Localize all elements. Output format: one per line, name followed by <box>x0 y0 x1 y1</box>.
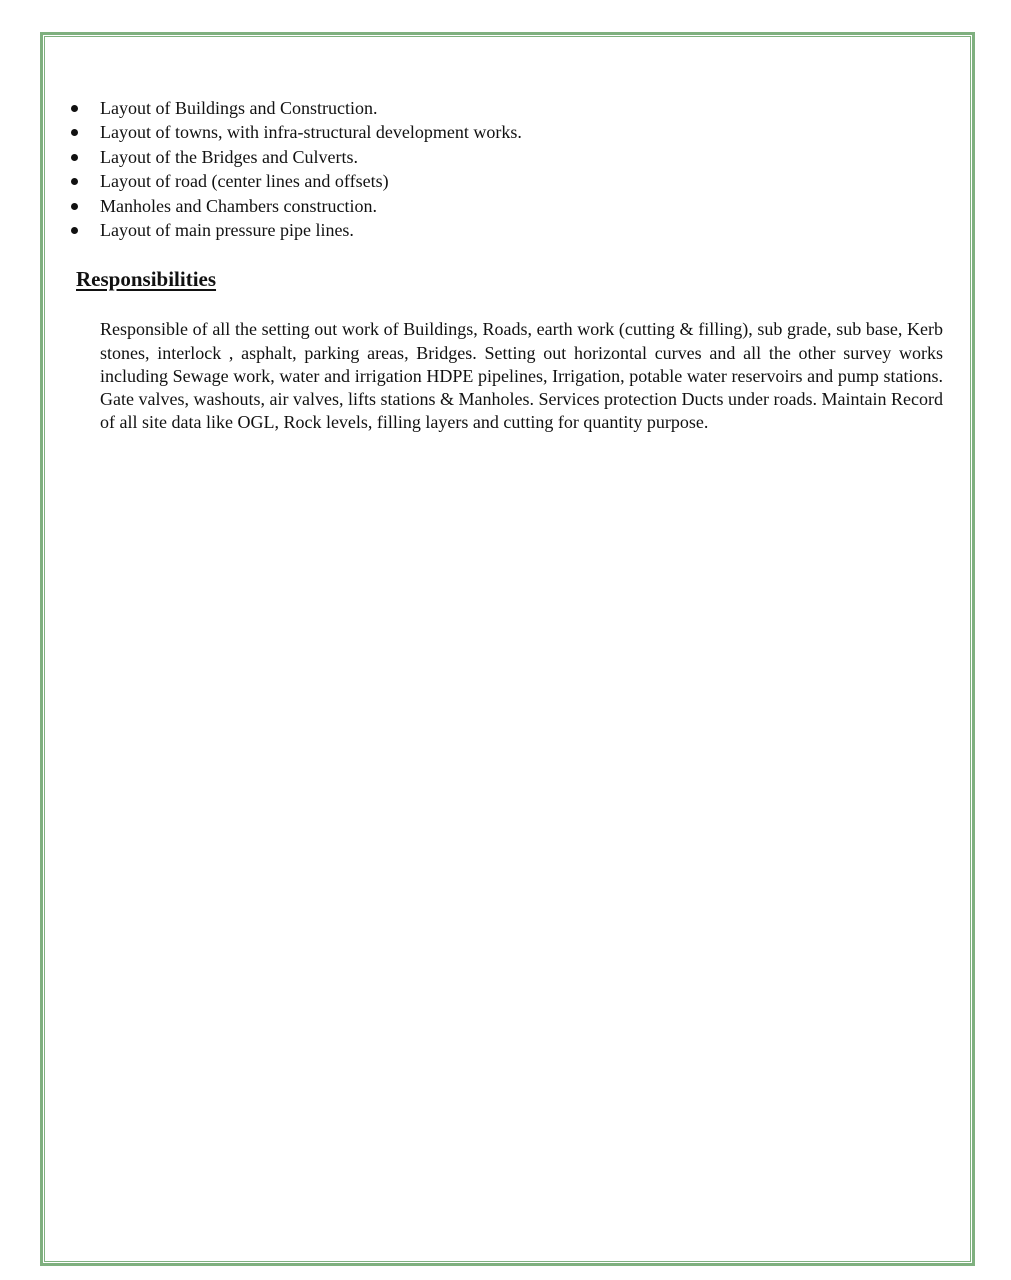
page-content <box>60 96 950 452</box>
list-item-text: Manholes and Chambers construction. <box>100 195 377 216</box>
bullet-icon <box>71 227 78 234</box>
bullet-icon <box>71 203 78 210</box>
list-item <box>60 218 950 242</box>
bullet-icon <box>71 154 78 161</box>
list-item <box>60 169 950 193</box>
list-item <box>60 194 950 218</box>
list-item <box>60 96 950 120</box>
section-heading: Responsibilities <box>76 267 217 292</box>
list-item <box>60 145 950 169</box>
list-item-text: Layout of the Bridges and Culverts. <box>100 146 358 167</box>
section-paragraph: Responsible of all the setting out work of Buildings, Roads, earth work (cutting & filling), sub grade, sub base, Kerb stones, interlock , asphalt, parking areas, Bridges. Setting out horizontal curves and all the other survey works including Sewage work, water and irrigation HDPE pipelines, Irrigation, potable water reservoirs and pump stations. Gate valves, washouts, air valves, lifts stations & Manholes. Services protection Ducts under roads. Maintain Record of all site data like OGL, Rock levels, filling layers and cutting for quantity purpose. <box>100 319 943 433</box>
bullet-icon <box>71 129 78 136</box>
bullet-icon <box>71 178 78 185</box>
list-item-text: Layout of main pressure pipe lines. <box>100 219 354 240</box>
bullet-list <box>60 96 950 242</box>
list-item <box>60 120 950 144</box>
list-item-text: Layout of towns, with infra-structural development works. <box>100 122 522 143</box>
list-item-text: Layout of Buildings and Construction. <box>100 98 378 118</box>
list-item-text: Layout of road (center lines and offsets) <box>100 171 389 192</box>
bullet-icon <box>71 105 78 112</box>
